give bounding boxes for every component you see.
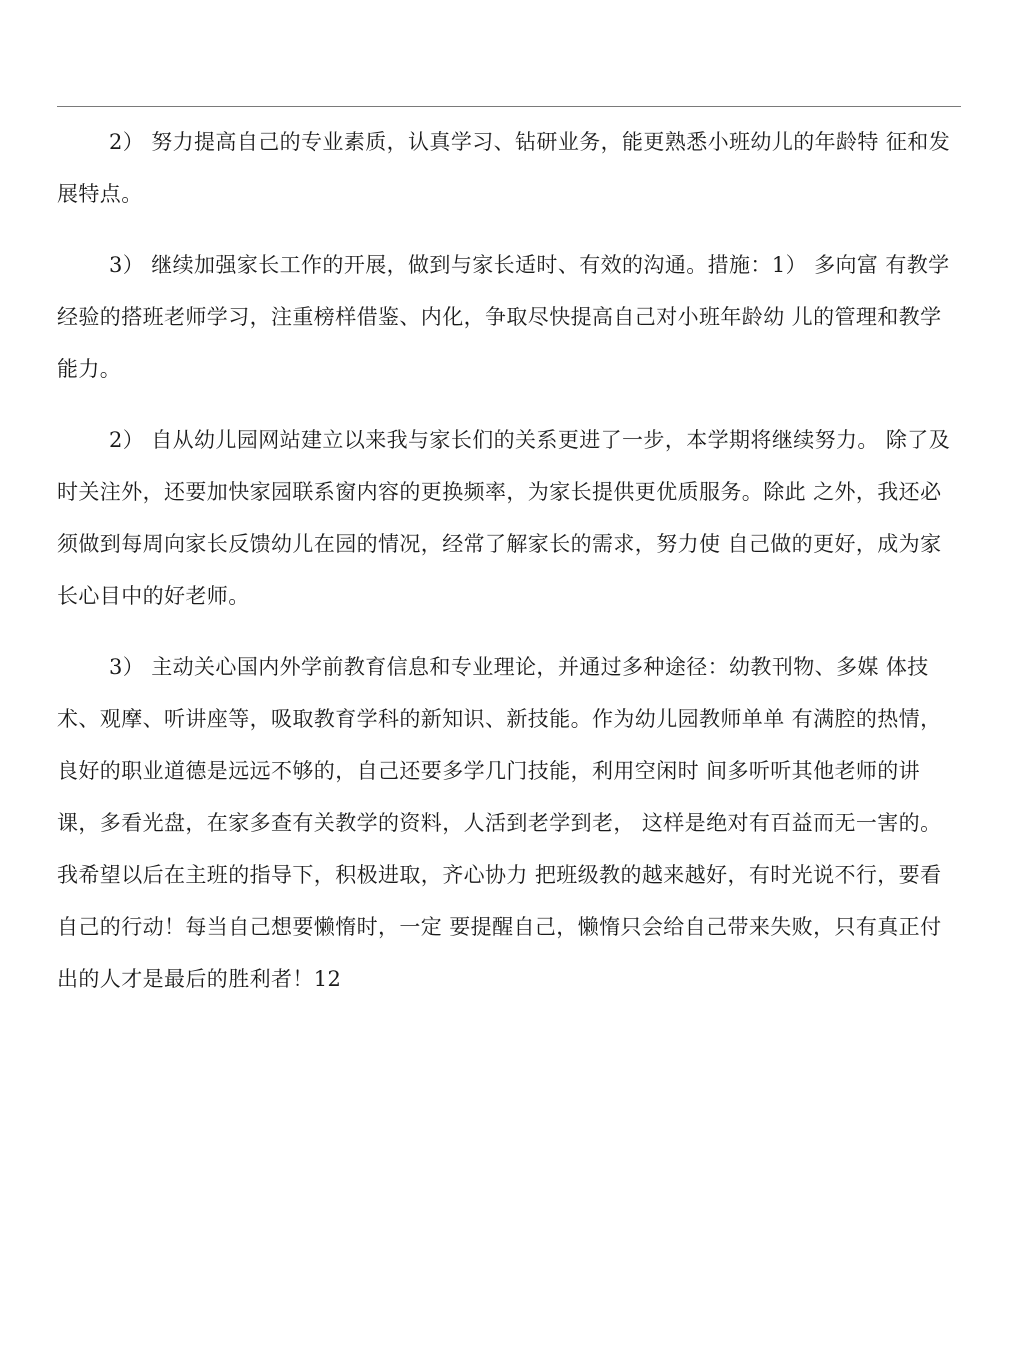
- paragraph-1: 2） 努力提高自己的专业素质，认真学习、钻研业务，能更熟悉小班幼儿的年龄特 征和发展特点。: [57, 130, 951, 206]
- document-body: [57, 116, 962, 1024]
- paragraph-3: 2） 自从幼儿园网站建立以来我与家长们的关系更进了一步，本学期将继续努力。 除了及时关注外，还要加快家园联系窗内容的更换频率，为家长提供更优质服务。除此 之外，我还必须做到每周向家长反馈幼儿在园的情况，经常了解家长的需求，努力使 自己做的更好，成为家长心目中的好老师。: [57, 428, 951, 608]
- paragraph-2: 3） 继续加强家长工作的开展，做到与家长适时、有效的沟通。措施：1） 多向富 有教学经验的搭班老师学习，注重榜样借鉴、内化，争取尽快提高自己对小班年龄幼 儿的管理和教学能力。: [57, 253, 950, 381]
- header-rule: [57, 106, 961, 107]
- paragraph-4: 3） 主动关心国内外学前教育信息和专业理论，并通过多种途径：幼教刊物、多媒 体技术、观摩、听讲座等，吸取教育学科的新知识、新技能。作为幼儿园教师单单 有满腔的热情，良好的职业道德是远远不够的，自己还要多学几门技能，利用空闲时 间多听听其他老师的讲课，多看光盘，在家多查有关教学的资料，人活到老学到老， 这样是绝对有百益而无一害的。我希望以后在主班的指导下，积极进取，齐心协力 把班级教的越来越好，有时光说不行，要看自己的行动！每当自己想要懒惰时，一定 要提醒自己，懒惰只会给自己带来失败，只有真正付出的人才是最后的胜利者！12: [57, 655, 942, 991]
